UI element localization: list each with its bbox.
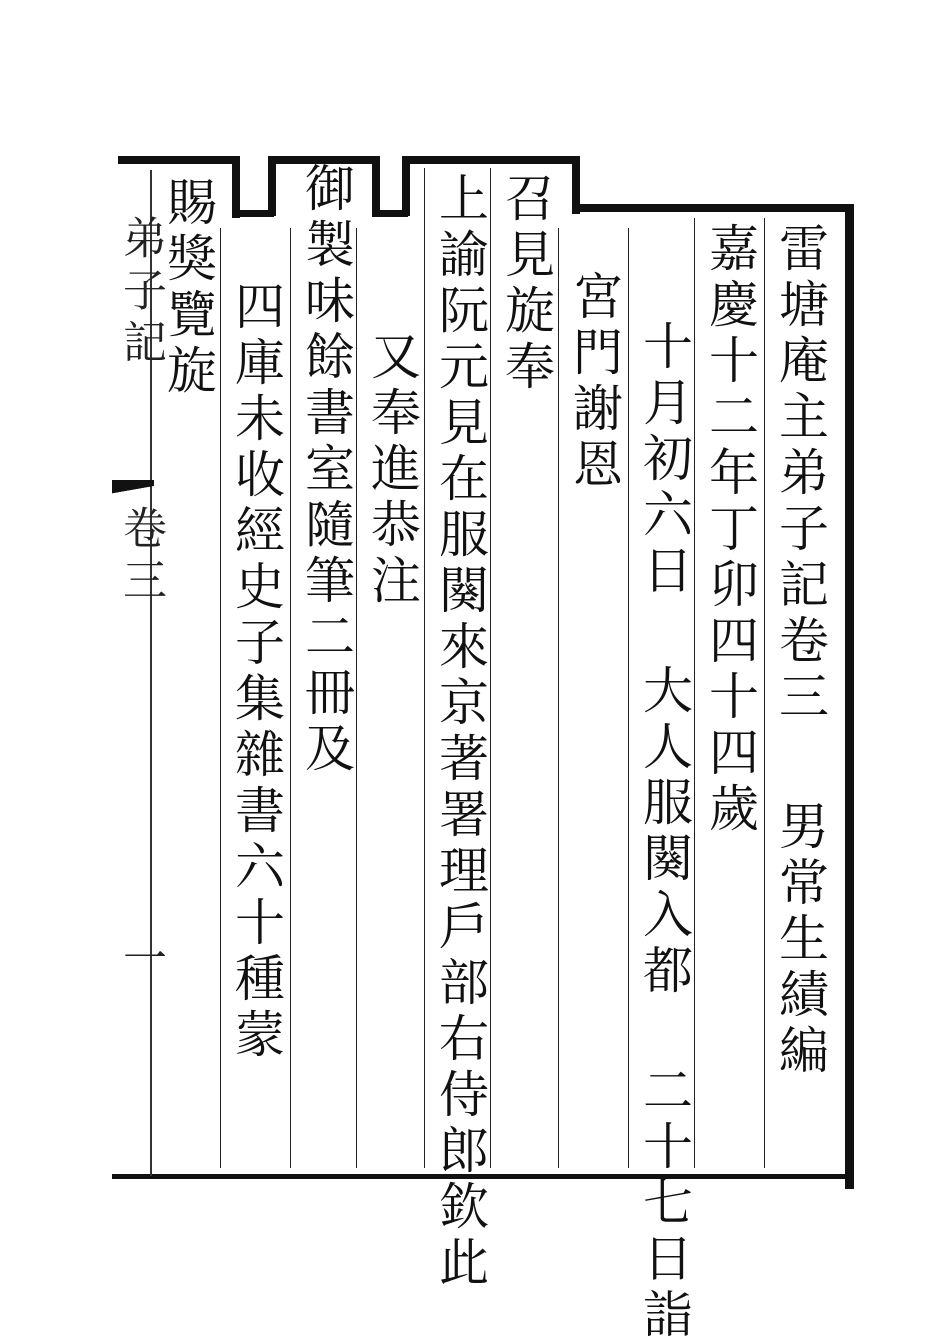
top-border-segment	[402, 156, 580, 164]
top-border-segment	[402, 156, 410, 216]
presented-line: 又奉進恭注	[363, 330, 421, 610]
imperial-line: 御製味餘書室隨筆二冊及	[297, 162, 355, 778]
top-border-segment	[232, 156, 240, 218]
column-rule	[220, 228, 221, 1168]
audience-line: 召見旋奉	[497, 172, 555, 396]
compiler-line: 男常生績編	[771, 800, 829, 1080]
column-rule	[424, 168, 425, 1168]
top-border-segment	[118, 156, 240, 164]
column-rule	[558, 228, 559, 1168]
column-rule	[490, 168, 491, 1168]
title-line: 雷塘庵主弟子記卷三	[771, 222, 829, 726]
top-border-segment	[372, 156, 380, 216]
fish-tail-mark	[112, 480, 154, 502]
date-line: 十月初六日 大人服闋入都 二十七日詣	[635, 320, 693, 1344]
margin-volume: 卷三	[115, 505, 166, 609]
column-rule	[764, 218, 765, 1168]
reward-line: 賜獎覽旋	[159, 176, 217, 400]
right-border	[845, 204, 854, 1189]
margin-title: 弟子記	[115, 215, 166, 371]
edict-line: 上諭阮元見在服闋來京著署理戶部右侍郎欽此	[431, 172, 489, 1292]
margin-page-number: 一	[115, 935, 166, 987]
year-line: 嘉慶十二年丁卯四十四歲	[701, 222, 759, 838]
column-rule	[694, 218, 695, 1168]
top-border-segment	[572, 204, 854, 212]
column-rule	[290, 228, 291, 1168]
column-rule	[356, 228, 357, 1168]
column-rule	[628, 228, 629, 1168]
thanks-line: 宮門謝恩	[565, 270, 623, 494]
siku-line: 四庫未收經史子集雜書六十種蒙	[227, 280, 285, 1064]
top-border-segment	[268, 156, 276, 216]
